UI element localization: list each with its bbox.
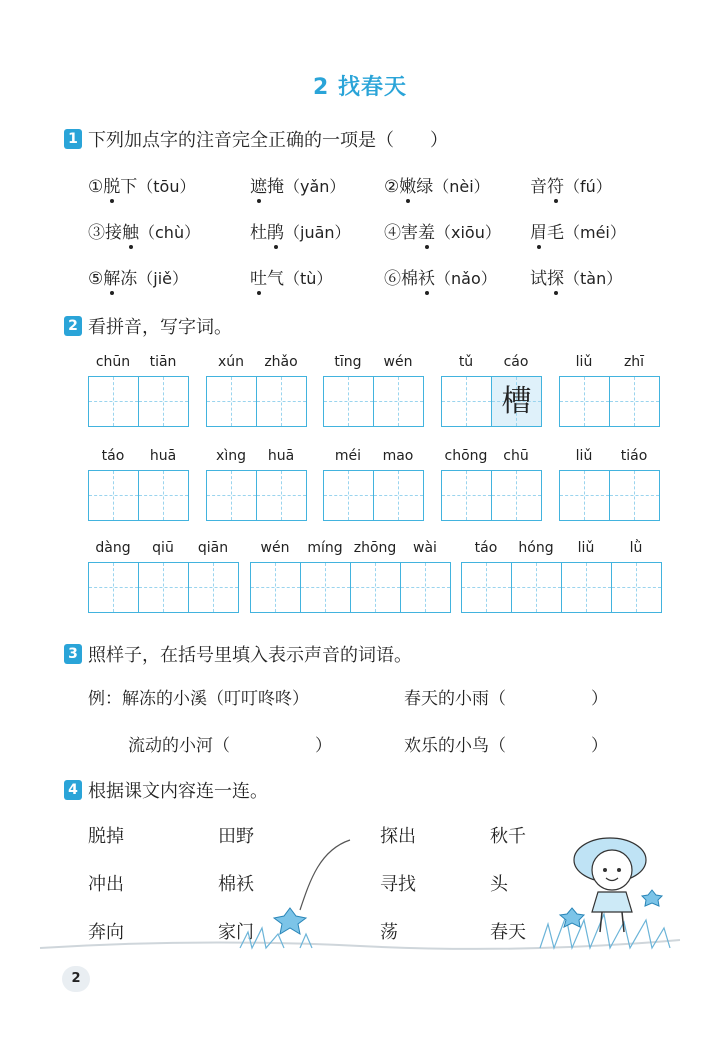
question-prompt: 根据课文内容连一连。 xyxy=(88,781,268,802)
word-grid-group xyxy=(559,446,660,521)
fill-blank-item[interactable]: 流动的小河（ ） xyxy=(128,736,332,756)
pinyin-syllable: táo xyxy=(101,448,125,464)
match-word[interactable]: 棉袄 xyxy=(218,874,254,895)
pinyin-syllable: mao xyxy=(382,448,414,464)
writing-cell[interactable] xyxy=(139,377,188,426)
writing-boxes xyxy=(88,562,239,613)
writing-cell[interactable] xyxy=(301,563,351,612)
pinyin-syllable: huā xyxy=(149,448,177,464)
word-grid-group xyxy=(88,352,189,427)
dotted-character: 脱 xyxy=(103,172,120,197)
character: 气 xyxy=(267,269,284,289)
pinyin-row xyxy=(88,446,189,466)
writing-boxes xyxy=(88,376,189,427)
pinyin-annotation: （tōu） xyxy=(137,177,196,196)
written-character: 槽 xyxy=(501,384,532,419)
pinyin-row xyxy=(559,446,660,466)
character: 害 xyxy=(401,223,418,243)
writing-boxes xyxy=(559,470,660,521)
writing-boxes xyxy=(323,376,424,427)
pinyin-syllable: huā xyxy=(267,448,295,464)
writing-cell[interactable] xyxy=(374,471,423,520)
question-1-header xyxy=(64,126,448,152)
pinyin-syllable: wài xyxy=(413,540,437,556)
pinyin-row xyxy=(88,538,239,558)
question-prompt: 下列加点字的注音完全正确的一项是（ ） xyxy=(88,130,448,151)
question-4-header xyxy=(64,777,268,803)
pinyin-syllable: méi xyxy=(334,448,362,464)
flower-stem xyxy=(300,840,350,910)
writing-cell[interactable] xyxy=(257,471,306,520)
writing-boxes xyxy=(250,562,451,613)
character: 下 xyxy=(120,177,138,197)
character: 杜 xyxy=(250,223,267,243)
question-number: 1 xyxy=(64,129,82,149)
pinyin-option xyxy=(384,218,501,243)
pinyin-option xyxy=(250,264,332,289)
match-word[interactable]: 家门 xyxy=(218,922,254,943)
question-number: 2 xyxy=(64,316,82,336)
pinyin-syllable: xún xyxy=(217,354,245,370)
pinyin-syllable: liǔ xyxy=(575,448,593,464)
word-grid-group xyxy=(461,538,662,613)
writing-cell[interactable] xyxy=(560,377,610,426)
pinyin-syllable: tīng xyxy=(334,354,362,370)
pinyin-option xyxy=(250,218,351,243)
writing-cell[interactable] xyxy=(257,377,306,426)
word-grid-group xyxy=(441,352,542,427)
pinyin-row xyxy=(206,446,307,466)
character: 音 xyxy=(530,177,547,197)
writing-cell[interactable] xyxy=(207,471,257,520)
example-sentence: 例：解冻的小溪（叮叮咚咚） xyxy=(88,689,309,709)
match-word[interactable]: 秋千 xyxy=(490,826,526,847)
pinyin-syllable: chūn xyxy=(95,354,131,370)
flower-icon xyxy=(274,908,306,934)
pinyin-option xyxy=(384,172,490,197)
word-grid-group xyxy=(206,352,307,427)
writing-cell[interactable] xyxy=(251,563,301,612)
pinyin-annotation: （tù） xyxy=(284,269,333,288)
pinyin-option xyxy=(530,218,626,243)
writing-cell[interactable] xyxy=(560,471,610,520)
pinyin-annotation: （yǎn） xyxy=(284,177,346,196)
pinyin-annotation: （nèi） xyxy=(433,177,490,196)
pinyin-option xyxy=(250,172,345,197)
question-2-header xyxy=(64,313,232,339)
match-word[interactable]: 头 xyxy=(490,874,508,895)
word-grid-group xyxy=(88,446,189,521)
writing-cell[interactable] xyxy=(512,563,562,612)
page-number: 2 xyxy=(62,966,90,992)
question-number: 4 xyxy=(64,780,82,800)
pinyin-option xyxy=(384,264,497,289)
question-number: 3 xyxy=(64,644,82,664)
match-word[interactable]: 春天 xyxy=(490,922,526,943)
writing-cell[interactable] xyxy=(401,563,450,612)
word-grid-group xyxy=(206,446,307,521)
pinyin-syllable: zhōng xyxy=(353,540,397,556)
pinyin-syllable: dàng xyxy=(95,540,131,556)
writing-boxes xyxy=(206,470,307,521)
character: 接 xyxy=(105,223,122,243)
option-marker: ⑤ xyxy=(88,269,104,289)
pinyin-syllable: táo xyxy=(474,540,498,556)
pinyin-row xyxy=(441,352,542,372)
dotted-character: 探 xyxy=(547,264,564,289)
writing-cell[interactable] xyxy=(442,377,492,426)
match-word[interactable]: 奔向 xyxy=(88,922,124,943)
match-word[interactable]: 探出 xyxy=(380,826,416,847)
writing-cell[interactable] xyxy=(324,471,374,520)
word-grid-group xyxy=(441,446,542,521)
writing-cell[interactable] xyxy=(610,471,659,520)
option-marker: ③ xyxy=(88,223,105,243)
pinyin-syllable: liǔ xyxy=(575,354,593,370)
pinyin-row xyxy=(323,446,424,466)
writing-boxes xyxy=(88,470,189,521)
pinyin-syllable: wén xyxy=(260,540,290,556)
writing-cell[interactable] xyxy=(207,377,257,426)
writing-cell[interactable] xyxy=(374,377,423,426)
writing-cell[interactable] xyxy=(612,563,661,612)
pinyin-syllable: wén xyxy=(383,354,413,370)
pinyin-annotation: （xiōu） xyxy=(435,223,501,242)
pinyin-option xyxy=(530,172,612,197)
option-marker: ① xyxy=(88,177,104,197)
match-word[interactable]: 寻找 xyxy=(380,874,416,895)
dotted-character: 符 xyxy=(547,172,564,197)
dotted-character: 眉 xyxy=(530,218,547,243)
word-grid-group xyxy=(323,352,424,427)
pinyin-syllable: xìng xyxy=(216,448,246,464)
character: 毛 xyxy=(547,223,564,243)
girl-character-icon xyxy=(560,838,662,932)
writing-cell[interactable] xyxy=(492,471,541,520)
pinyin-syllable: tǔ xyxy=(458,354,474,370)
pinyin-option xyxy=(88,264,188,289)
fill-blank-item[interactable]: 欢乐的小鸟（ ） xyxy=(404,736,608,756)
pinyin-annotation: （méi） xyxy=(564,223,626,242)
dotted-character: 触 xyxy=(122,218,139,243)
pinyin-annotation: （nǎo） xyxy=(435,269,497,288)
word-grid-group xyxy=(250,538,451,613)
pinyin-syllable: cáo xyxy=(503,354,529,370)
writing-cell[interactable] xyxy=(89,377,139,426)
pinyin-option xyxy=(530,264,622,289)
question-3-header xyxy=(64,641,412,667)
match-word[interactable]: 田野 xyxy=(218,826,254,847)
spring-illustration xyxy=(0,820,720,960)
character: 掩 xyxy=(267,177,284,197)
dotted-character: 羞 xyxy=(418,218,435,243)
pinyin-row xyxy=(559,352,660,372)
fill-blank-item[interactable]: 春天的小雨（ ） xyxy=(404,689,608,709)
dotted-character: 鹃 xyxy=(267,218,284,243)
writing-cell[interactable] xyxy=(492,377,541,426)
pinyin-syllable: qiān xyxy=(197,540,229,556)
pinyin-annotation: （fú） xyxy=(564,177,612,196)
pinyin-row xyxy=(461,538,662,558)
word-grid-group xyxy=(88,538,239,613)
writing-cell[interactable] xyxy=(189,563,238,612)
dotted-character: 吐 xyxy=(250,264,267,289)
writing-cell[interactable] xyxy=(89,471,139,520)
writing-boxes xyxy=(441,376,542,427)
pinyin-annotation: （chù） xyxy=(139,223,201,242)
pinyin-syllable: chōng xyxy=(444,448,488,464)
writing-cell[interactable] xyxy=(562,563,612,612)
writing-cell[interactable] xyxy=(89,563,139,612)
pinyin-syllable: liǔ xyxy=(577,540,595,556)
writing-cell[interactable] xyxy=(442,471,492,520)
character: 绿 xyxy=(416,177,434,197)
page-title: 2 找春天 xyxy=(313,75,407,100)
writing-cell[interactable] xyxy=(324,377,374,426)
writing-cell[interactable] xyxy=(139,471,188,520)
question-prompt: 看拼音，写字词。 xyxy=(88,317,232,338)
ground-line xyxy=(40,940,680,949)
writing-cell[interactable] xyxy=(139,563,189,612)
pinyin-row xyxy=(250,538,451,558)
dotted-character: 嫩 xyxy=(399,172,416,197)
pinyin-option xyxy=(88,172,195,197)
dotted-character: 袄 xyxy=(418,264,435,289)
pinyin-annotation: （juān） xyxy=(284,223,351,242)
match-word[interactable]: 脱掉 xyxy=(88,826,124,847)
pinyin-row xyxy=(441,446,542,466)
option-marker: ⑥ xyxy=(384,269,401,289)
writing-cell[interactable] xyxy=(351,563,401,612)
word-grid-group xyxy=(559,352,660,427)
character: 试 xyxy=(530,269,547,289)
pinyin-syllable: qiū xyxy=(152,540,174,556)
writing-boxes xyxy=(461,562,662,613)
character: 冻 xyxy=(120,269,138,289)
pinyin-syllable: hóng xyxy=(518,540,554,556)
pinyin-option xyxy=(88,218,200,243)
writing-boxes xyxy=(206,376,307,427)
character: 棉 xyxy=(401,269,418,289)
pinyin-annotation: （tàn） xyxy=(564,269,623,288)
pinyin-syllable: tiān xyxy=(149,354,177,370)
pinyin-syllable: chū xyxy=(503,448,529,464)
writing-cell[interactable] xyxy=(462,563,512,612)
dotted-character: 遮 xyxy=(250,172,267,197)
pinyin-row xyxy=(323,352,424,372)
pinyin-syllable: míng xyxy=(307,540,343,556)
match-word[interactable]: 冲出 xyxy=(88,874,124,895)
writing-boxes xyxy=(441,470,542,521)
pinyin-row xyxy=(88,352,189,372)
pinyin-annotation: （jiě） xyxy=(137,269,188,288)
pinyin-syllable: zhī xyxy=(623,354,645,370)
pinyin-syllable: tiáo xyxy=(620,448,648,464)
writing-boxes xyxy=(323,470,424,521)
dotted-character: 解 xyxy=(103,264,120,289)
match-word[interactable]: 荡 xyxy=(380,922,398,943)
word-grid-group xyxy=(323,446,424,521)
pinyin-syllable: lǜ xyxy=(629,540,643,556)
option-marker: ④ xyxy=(384,223,401,243)
writing-cell[interactable] xyxy=(610,377,659,426)
pinyin-row xyxy=(206,352,307,372)
pinyin-syllable: zhǎo xyxy=(264,354,298,370)
question-prompt: 照样子，在括号里填入表示声音的词语。 xyxy=(88,645,412,666)
option-marker: ② xyxy=(384,177,400,197)
writing-boxes xyxy=(559,376,660,427)
